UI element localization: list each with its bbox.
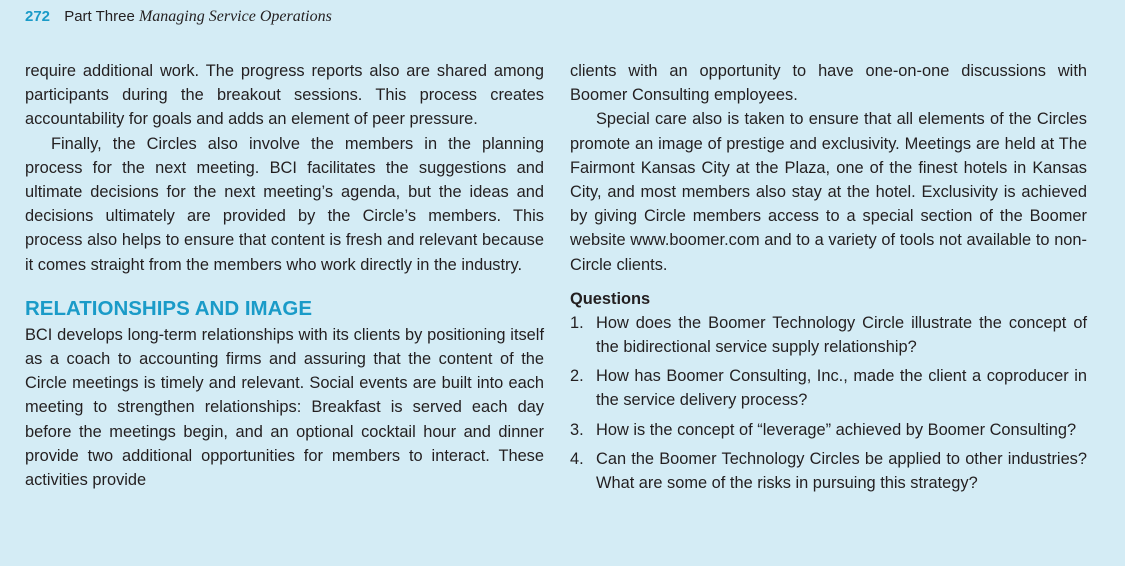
part-label: Part Three xyxy=(64,8,135,25)
paragraph: require additional work. The progress reports also are shared among participants during the breakout sessions. This process creates accountability for goals and adds an element of peer pressure. xyxy=(25,62,544,129)
question-item xyxy=(570,364,1087,412)
questions-list xyxy=(570,311,1087,495)
question-number: 2. xyxy=(570,367,584,386)
paragraph: BCI develops long-term relationships with its clients by positioning itself as a coach to accounting firms and assuring that the content of the Circle meetings is timely and relevant. Social events are built into each meeting to strengthen relationships: Breakfast is served each day before the meetings begin, and an optional cocktail hour and dinner provide two additional opportunities for members to interact. These activities provide xyxy=(25,325,544,490)
question-text: How has Boomer Consulting, Inc., made the client a coproducer in the service delivery process? xyxy=(596,367,1087,410)
running-header xyxy=(25,8,332,26)
question-text: Can the Boomer Technology Circles be applied to other industries? What are some of the risks in pursuing this strategy? xyxy=(596,449,1087,493)
questions-heading: Questions xyxy=(570,289,651,308)
question-number: 1. xyxy=(570,313,584,332)
part-title: Managing Service Operations xyxy=(138,8,332,25)
question-text: How is the concept of “leverage” achieved by Boomer Consulting? xyxy=(596,420,1077,439)
paragraph: clients with an opportunity to have one-on-one discussions with Boomer Consulting employees. xyxy=(570,62,1087,105)
question-number: 4. xyxy=(570,449,584,468)
left-column xyxy=(25,59,544,492)
paragraph: Finally, the Circles also involve the members in the planning process for the next meeting. BCI facilitates the suggestions and ultimate decisions for the next meeting’s agenda, but the ideas and decisions ultimately are provided by the Circle’s members. This process also helps to ensure that content is fresh and relevant because it comes straight from the members who work directly in the industry. xyxy=(25,134,544,274)
question-item xyxy=(570,418,1087,442)
question-number: 3. xyxy=(570,420,584,439)
paragraph: Special care also is taken to ensure that all elements of the Circles promote an image of prestige and exclusivity. Meetings are held at The Fairmont Kansas City at the Plaza, one of the finest hotels in Kansas City, and most members also stay at the hotel. Exclusivity is achieved by giving Circle members access to a special section of the Boomer website www.boomer.com and to a variety of tools not available to non-Circle clients. xyxy=(570,110,1087,274)
question-item xyxy=(570,311,1087,359)
right-column xyxy=(570,59,1087,500)
section-heading: RELATIONSHIPS AND IMAGE xyxy=(25,296,313,320)
question-item xyxy=(570,447,1087,495)
question-text: How does the Boomer Technology Circle illustrate the concept of the bidirectional service supply relationship? xyxy=(596,313,1087,357)
page-number: 272 xyxy=(25,8,51,25)
